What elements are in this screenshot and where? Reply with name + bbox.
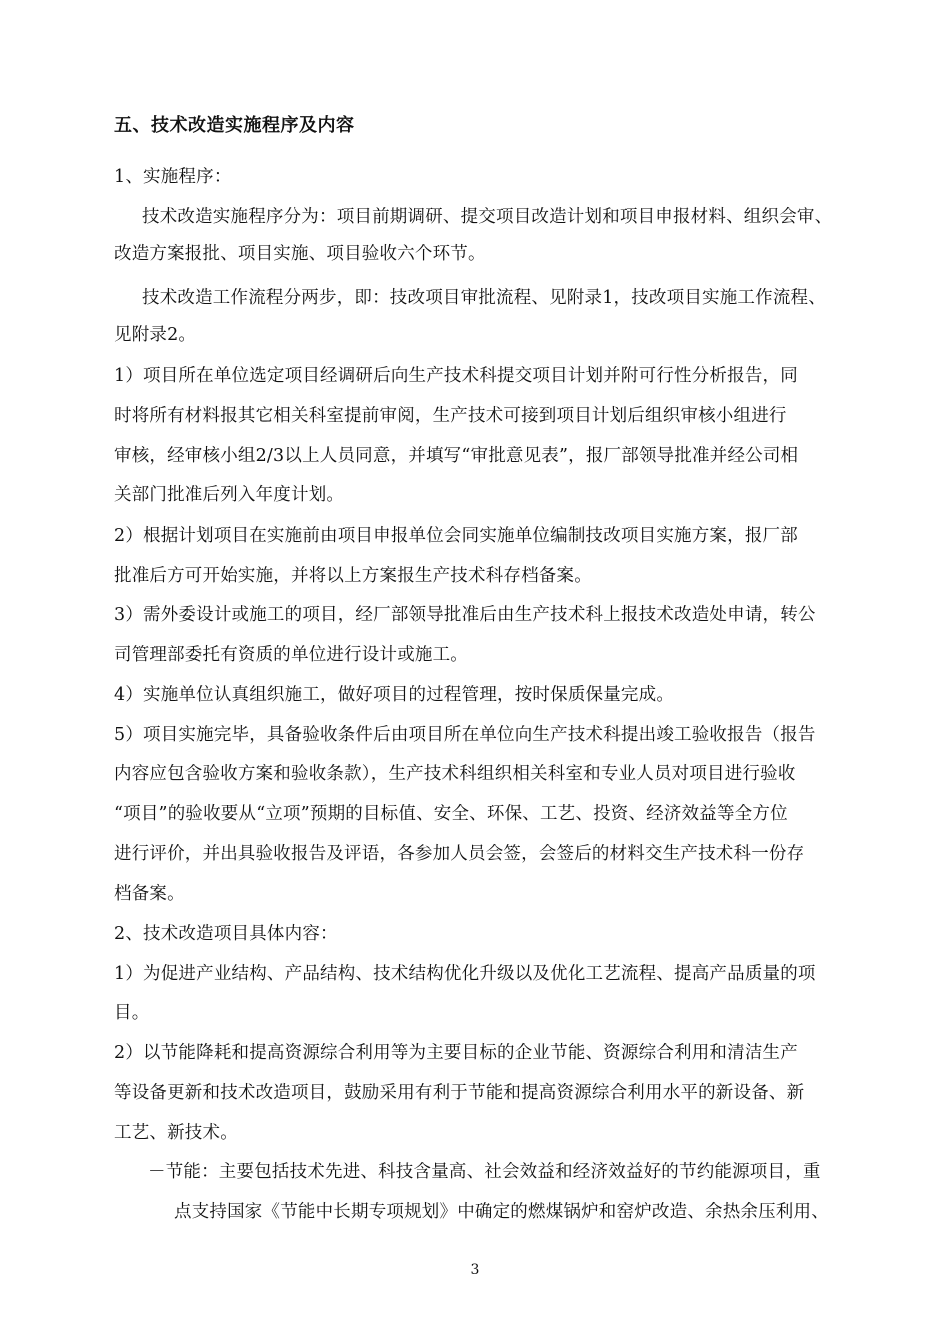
paragraph-line: 进行评价，并出具验收报告及评语，各参加人员会签，会签后的材料交生产技术科一份存	[114, 844, 805, 864]
paragraph-line: “项目”的验收要从“立项”预期的目标值、安全、环保、工艺、投资、经济效益等全方位	[114, 804, 788, 824]
paragraph-line: 3）需外委设计或施工的项目，经厂部领导批准后由生产技术科上报技术改造处申请，转公	[114, 605, 816, 625]
paragraph-line: 改造方案报批、项目实施、项目验收六个环节。	[114, 244, 486, 264]
paragraph-line: 档备案。	[114, 884, 185, 904]
paragraph-line: 5）项目实施完毕，具备验收条件后由项目所在单位向生产技术科提出竣工验收报告（报告	[114, 725, 816, 745]
paragraph-line: 技术改造工作流程分两步，即：技改项目审批流程、见附录1，技改项目实施工作流程、	[142, 288, 826, 308]
paragraph-line: 批准后方可开始实施，并将以上方案报生产技术科存档备案。	[114, 566, 592, 586]
bullet-line: 点支持国家《节能中长期专项规划》中确定的燃煤锅炉和窑炉改造、余热余压利用、	[174, 1202, 829, 1222]
paragraph-line: 司管理部委托有资质的单位进行设计或施工。	[114, 645, 468, 665]
paragraph-line: 关部门批准后列入年度计划。	[114, 485, 345, 505]
section-heading: 五、技术改造实施程序及内容	[114, 115, 355, 136]
paragraph-line: 等设备更新和技术改造项目，鼓励采用有利于节能和提高资源综合利用水平的新设备、新	[114, 1083, 805, 1103]
paragraph-line: 2）以节能降耗和提高资源综合利用等为主要目标的企业节能、资源综合利用和清洁生产	[114, 1043, 798, 1063]
page-number: 3	[470, 1262, 480, 1278]
paragraph-line: 时将所有材料报其它相关科室提前审阅，生产技术可接到项目计划后组织审核小组进行	[114, 406, 787, 426]
paragraph-line: 工艺、新技术。	[114, 1123, 238, 1143]
paragraph-line: 1）项目所在单位选定项目经调研后向生产技术科提交项目计划并附可行性分析报告，同	[114, 366, 798, 386]
subsection-title: 1、实施程序：	[114, 167, 232, 187]
paragraph-line: 见附录2。	[114, 325, 197, 345]
paragraph-line: 2）根据计划项目在实施前由项目申报单位会同实施单位编制技改项目实施方案，报厂部	[114, 526, 798, 546]
paragraph-line: 目。	[114, 1003, 150, 1023]
paragraph-line: 1）为促进产业结构、产品结构、技术结构优化升级以及优化工艺流程、提高产品质量的项	[114, 964, 816, 984]
paragraph-line: 技术改造实施程序分为：项目前期调研、提交项目改造计划和项目申报材料、组织会审、	[142, 207, 833, 227]
subsection-title: 2、技术改造项目具体内容：	[114, 924, 338, 944]
paragraph-line: 4）实施单位认真组织施工，做好项目的过程管理，按时保质保量完成。	[114, 685, 675, 705]
paragraph-line: 审核，经审核小组2/3以上人员同意，并填写“审批意见表”，报厂部领导批准并经公司相	[114, 446, 799, 466]
paragraph-line: 内容应包含验收方案和验收条款），生产技术科组织相关科室和专业人员对项目进行验收	[114, 764, 796, 784]
bullet-line: －节能：主要包括技术先进、科技含量高、社会效益和经济效益好的节约能源项目，重	[148, 1162, 821, 1182]
